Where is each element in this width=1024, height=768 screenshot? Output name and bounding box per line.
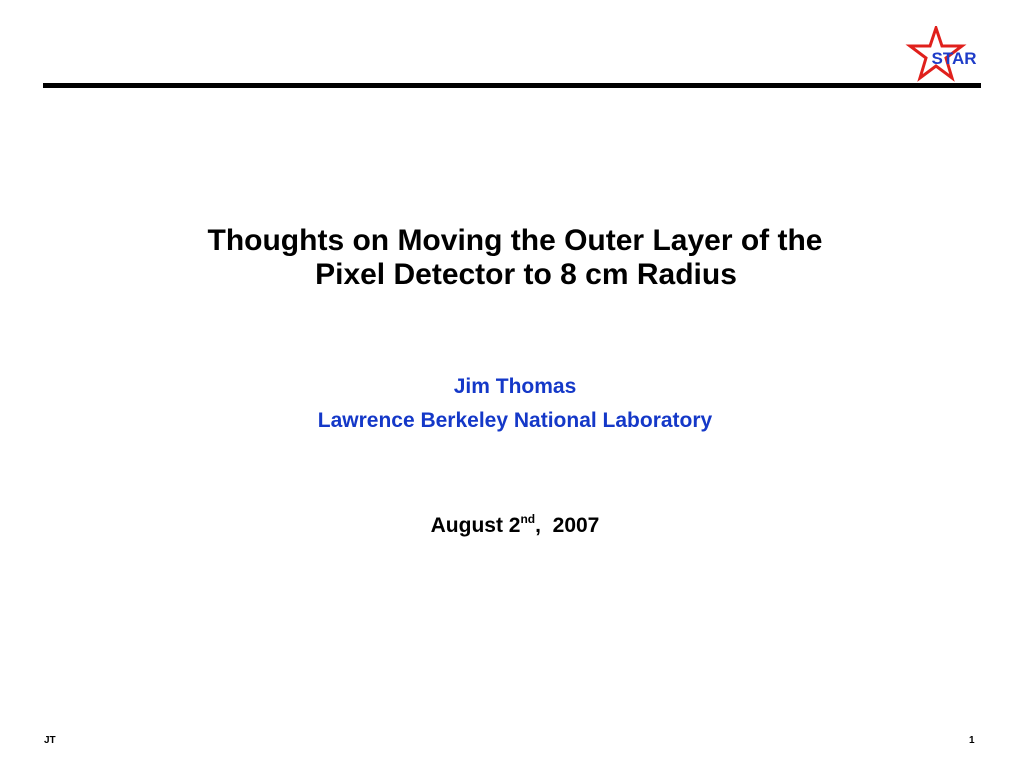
date-suffix: , 2007 <box>535 514 600 537</box>
author-affiliation: Lawrence Berkeley National Laboratory <box>317 409 713 432</box>
star-logo-icon <box>904 26 984 82</box>
slide-title <box>130 224 900 292</box>
header-rule <box>43 83 981 88</box>
presentation-date <box>0 513 1024 539</box>
author-name: Jim Thomas <box>453 375 577 398</box>
page-number: 1 <box>969 735 975 746</box>
title-line-2: Pixel Detector to 8 cm Radius <box>315 258 737 291</box>
footer-initials: JT <box>44 735 56 746</box>
date-prefix: August 2 <box>430 514 521 537</box>
date-superscript: nd <box>520 512 536 526</box>
logo-text: STAR <box>931 49 977 68</box>
title-line-1: Thoughts on Moving the Outer Layer of the <box>207 224 823 257</box>
